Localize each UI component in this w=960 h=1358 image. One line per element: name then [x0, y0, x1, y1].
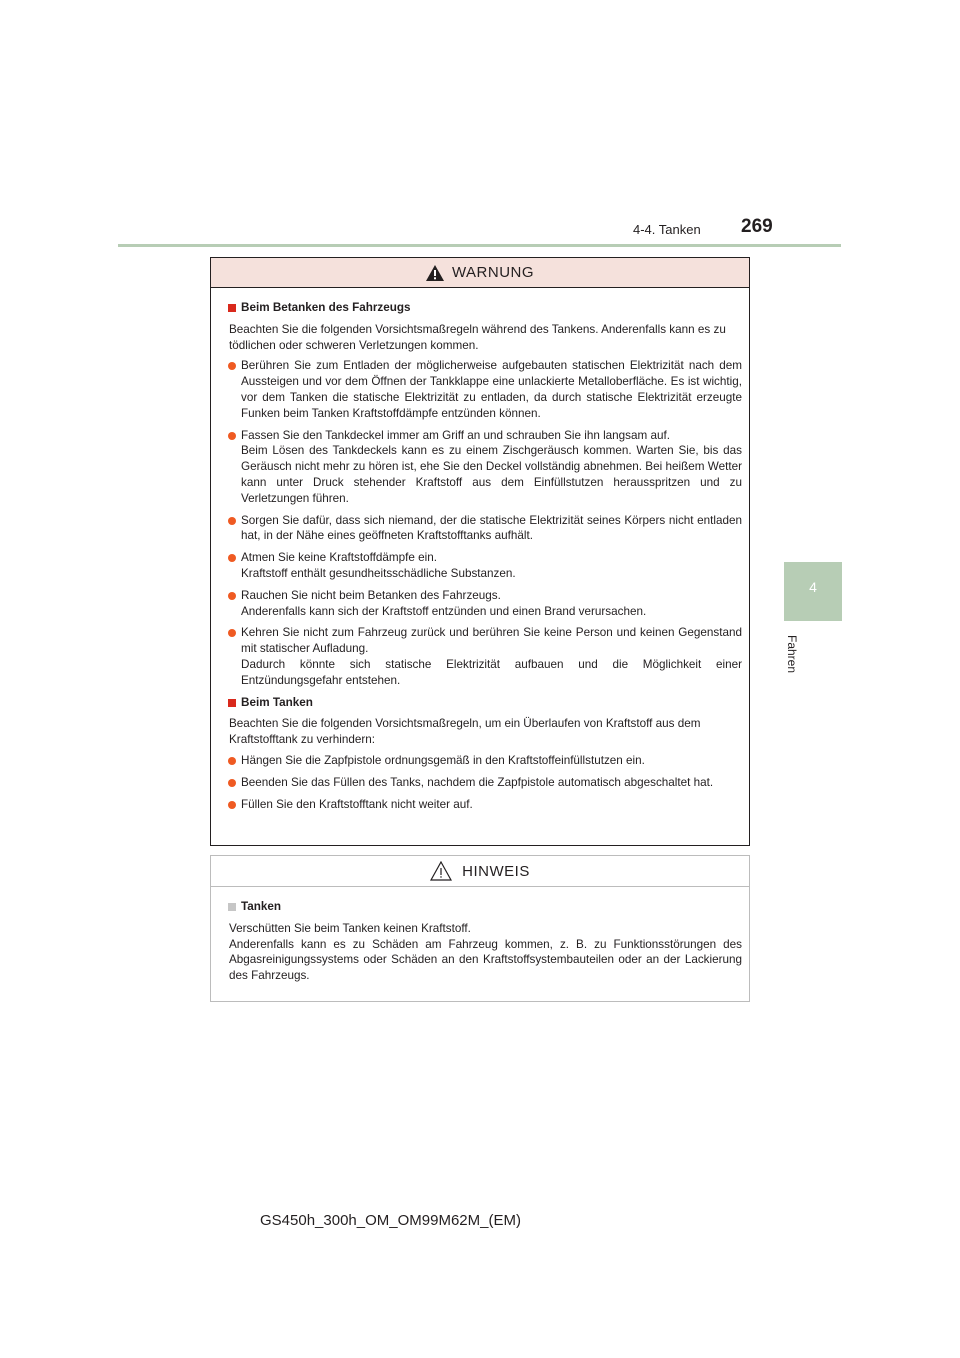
list-item-text: Anderenfalls kann sich der Kraftstoff entzünden und einen Brand verursachen.: [241, 604, 647, 618]
chapter-tab: [784, 562, 842, 621]
caution-triangle-outline-icon: [430, 861, 452, 881]
note-box: [210, 855, 750, 1002]
warning-section-heading: [228, 300, 742, 316]
square-bullet-icon: [228, 304, 236, 312]
warning-section-heading: [228, 695, 742, 711]
list-item: [228, 358, 742, 421]
note-line: Anderenfalls kann es zu Schäden am Fahrzeug kommen, z. B. zu Funktionsstörungen des Abgasreinigungssystems oder Schäden an den Kraftstoffsystembauteilen oder an der Lackierung des Fahrzeugs.: [229, 937, 742, 983]
note-line: Verschütten Sie beim Tanken keinen Kraftstoff.: [229, 921, 471, 935]
note-content: [211, 887, 749, 984]
list-item-text: Füllen Sie den Kraftstofftank nicht weiter auf.: [241, 797, 473, 811]
warning-box: [210, 257, 750, 846]
list-item-text: Rauchen Sie nicht beim Betanken des Fahrzeugs.: [241, 588, 501, 602]
list-item: [228, 428, 742, 507]
list-item-text: Fassen Sie den Tankdeckel immer am Griff an und schrauben Sie ihn langsam auf.: [241, 428, 670, 442]
note-section-heading: [228, 899, 742, 915]
square-bullet-icon: [228, 903, 236, 911]
list-item-text: Kehren Sie nicht zum Fahrzeug zurück und berühren Sie keine Person und keinen Gegenstand mit statischer Aufladung.: [241, 626, 742, 656]
heading-text: Tanken: [241, 900, 282, 913]
note-title: HINWEIS: [462, 862, 530, 880]
round-bullet-icon: [228, 362, 236, 370]
section-intro: Beachten Sie die folgenden Vorsichtsmaßregeln während des Tankens. Anderenfalls kann es zu tödlichen oder schweren Verletzungen kommen.: [229, 322, 726, 352]
list-item-text: Berühren Sie zum Entladen der möglicherweise aufgebauten statischen Elektrizität nach dem Aussteigen und vor dem Öffnen der Tankklappe eine unlackierte Metalloberfläche. Es ist wichtig, vor dem Tanken die statische Elektrizität zu entladen, da durch statische Elektrizität erzeugte Funken beim Tanken Kraftstoffdämpfe entzünden können.: [241, 359, 742, 420]
list-item-text: Hängen Sie die Zapfpistole ordnungsgemäß in den Kraftstoffeinfüllstutzen ein.: [241, 753, 645, 767]
page-number: 269: [741, 216, 773, 237]
round-bullet-icon: [228, 554, 236, 562]
chapter-label: Fahren: [785, 635, 799, 674]
round-bullet-icon: [228, 757, 236, 765]
section-intro: Beachten Sie die folgenden Vorsichtsmaßregeln, um ein Überlaufen von Kraftstoff aus dem Kraftstofftank zu verhindern:: [229, 717, 701, 747]
list-item: [228, 753, 742, 769]
list-item-text: Beenden Sie das Füllen des Tanks, nachdem die Zapfpistole automatisch abgeschaltet hat.: [241, 775, 714, 789]
list-item-text: Beim Lösen des Tankdeckels kann es zu einem Zischgeräusch kommen. Warten Sie, bis das Geräusch nicht mehr zu hören ist, ehe Sie den Deckel vollständig abnehmen. Bei heißem Wetter kann unter Druck stehender Kraftstoff aus dem Einfüllstutzen herausspritzen und zu Verletzungen führen.: [241, 444, 742, 505]
list-item: [228, 775, 742, 791]
section-title: 4-4. Tanken: [633, 222, 701, 237]
list-item: [228, 550, 742, 582]
round-bullet-icon: [228, 432, 236, 440]
list-item: [228, 797, 742, 813]
note-header: [211, 856, 749, 887]
round-bullet-icon: [228, 801, 236, 809]
list-item-text: Atmen Sie keine Kraftstoffdämpfe ein.: [241, 551, 437, 565]
header-divider: [118, 244, 841, 247]
list-item: [228, 588, 742, 620]
document-code: GS450h_300h_OM_OM99M62M_(EM): [260, 1212, 521, 1229]
warning-title: WARNUNG: [451, 264, 535, 281]
heading-text: Beim Tanken: [241, 695, 313, 709]
round-bullet-icon: [228, 779, 236, 787]
list-item-text: Dadurch könnte sich statische Elektrizität aufbauen und die Möglichkeit einer Entzündungsgefahr entstehen.: [241, 657, 742, 687]
round-bullet-icon: [228, 517, 236, 525]
chapter-number: 4: [809, 579, 817, 595]
warning-header: [211, 258, 749, 288]
list-item-text: Sorgen Sie dafür, dass sich niemand, der die statische Elektrizität seines Körpers nicht entladen hat, in der Nähe eines geöffneten Kraftstofftanks aufhält.: [241, 513, 742, 543]
warning-triangle-icon: [426, 265, 444, 281]
warning-content: [211, 288, 749, 812]
list-item: [228, 513, 742, 545]
heading-text: Beim Betanken des Fahrzeugs: [241, 301, 411, 314]
list-item: [228, 625, 742, 688]
round-bullet-icon: [228, 592, 236, 600]
square-bullet-icon: [228, 699, 236, 707]
round-bullet-icon: [228, 629, 236, 637]
list-item-text: Kraftstoff enthält gesundheitsschädliche Substanzen.: [241, 566, 516, 580]
